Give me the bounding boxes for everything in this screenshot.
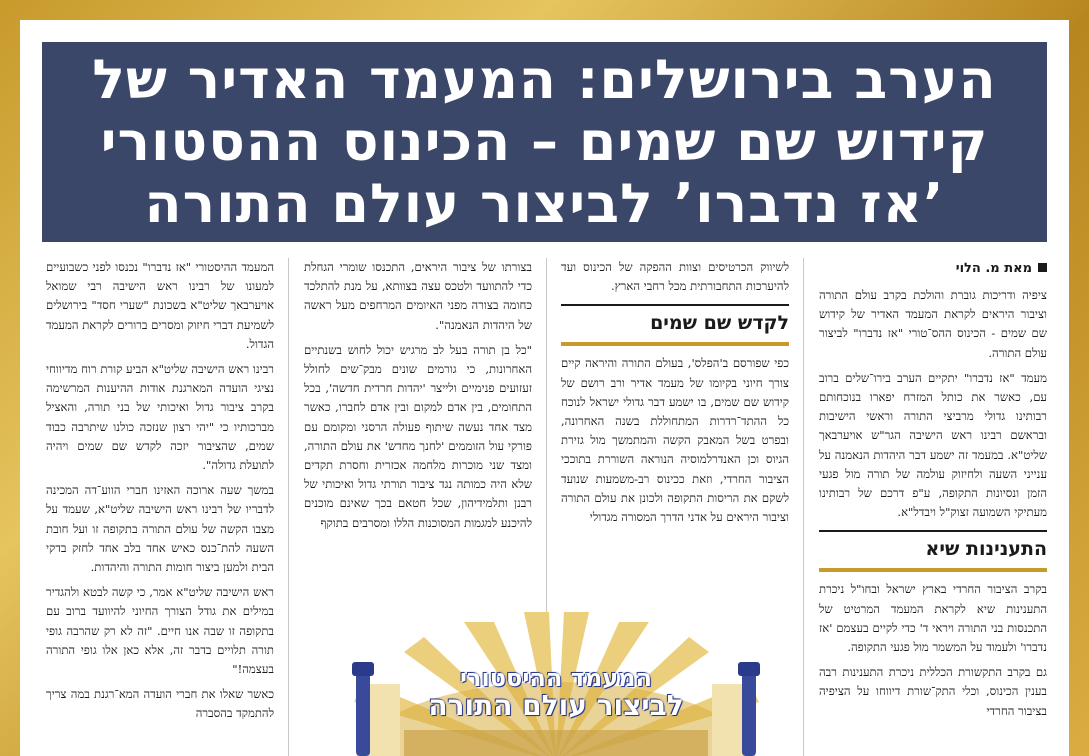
headline-line-2: קידוש שם שמים – הכינוס ההסטורי xyxy=(100,110,989,173)
column-divider xyxy=(803,258,804,756)
column-divider xyxy=(288,258,289,756)
paragraph: ראש הישיבה שליט"א אמר, כי קשה לבטא ולהגדיר במילים את גודל הצורך החיוני להיוועד ברוב עם בתקופה זו שבה אנו חיים. "זה לא רק שהרבה גופי תורה תלויים בדבר זה, אלא כאן אלו גופי התורה בעצמה!" xyxy=(46,585,274,677)
event-emblem xyxy=(334,612,778,756)
square-bullet-icon xyxy=(1038,263,1047,272)
paragraph: מעמד "אז נדברו" יתקיים הערב בירו־שלים ברוב עם, כאשר את כותל המזרח יפארו בנוכחותם רבותינו גדולי מרביצי התורה וראשי הישיבות ובראשם רבינו ראש הישיבה הגר"ש אויערבאך שליט"א. במעמד זה ישמע דבר היהדות הנאמנה על ענייני השעה ולחיזוק עולמה של תורה מול פגעי הזמן ונסיונות התקופה, ע"פ דרכם של רבותינו מעתיקי השמועה זצוק"ל ויבדל"א. xyxy=(819,370,1047,520)
byline-text: מאת מ. הלוי xyxy=(955,261,1032,276)
subheading-sanctify: לקדש שם שמים xyxy=(561,304,789,346)
column-1 xyxy=(819,258,1047,756)
paragraph: כאשר שאלו את חברי הועדה המא־רגנת במה צריך להתמקד בהסברה xyxy=(46,687,274,721)
paragraph: כפי שפורסם ב'הפלס', בעולם התורה והיראה קיים צורך חיוני בקיומו של מעמד אדיר ורב רושם של קידוש שם שמים, בו ישמע דבר גדולי ישראל לנוכח כל ההתד־רדרות המתחוללת בשנה האחרונה, ובפרט בשל המאבק הקשה והמתמשך מול גזירת הגיוס וכן האנדרלמוסיה הנוראה השוררת בתוככי הציבור החרדי, וזאת ככינוס רב-משמעות שנועד לשקם את הריסות התקופה ולכונן את עולם התורה וציבור היראים על אדני הדרך המסורה מגדולי xyxy=(561,356,789,525)
paragraph: ציפיה ודריכות גוברת והולכת בקרב עולם התורה וציבור היראים לקראת המעמד האדיר של קידוש שם שמים - הכינוס ההס־טורי "אז נדברו" לביצור עולם התורה. xyxy=(819,288,1047,360)
emblem-line-1: המעמד ההיסטורי xyxy=(459,664,653,692)
paragraph: בצורתו של ציבור היראים, התכנסו שומרי הגחלת כדי להתוועד ולטכס עצה בצוותא, על מנת להתלכד כחומה בצורה מפני האיומים המרחפים מעל ראשה של היהדות הנאמנה". xyxy=(304,260,532,332)
paragraph: לשיווק הכרטיסים וצוות ההפקה של הכינוס ועד להיערכות התחבורתית מכל רחבי הארץ. xyxy=(561,260,789,294)
paragraph: במשך שעה ארוכה האזינו חברי הווע־דה המכינה לדבריו של רבינו ראש הישיבה שליט"א, שעמד על מצבו הקשה של עולם התורה בתקופה זו ועל חובת השעה להת־כנס כאיש אחד בלב אחד לחזק בדקי הבית ולמען ביצור חומות התורה והיהדות. xyxy=(46,483,274,575)
emblem-title xyxy=(334,664,778,720)
emblem-line-2: לביצור עולם התורה xyxy=(428,689,684,722)
headline-line-1: הערב בירושלים: המעמד האדיר של xyxy=(92,48,997,111)
headline-banner xyxy=(42,42,1047,242)
column-4 xyxy=(46,258,274,756)
paragraph: בקרב הציבור החרדי בארץ ישראל ובחו"ל ניכרת התענינות שיא לקראת המעמד המרטיט של התכנסות בני התורה ויראי ד' כדי לקיים בעצמם 'אז נדברו' ולעמוד על המשמר מול פגעי התקופה. xyxy=(819,582,1047,655)
paragraph: המעמד ההיסטורי "אז נדברו" נכנסו לפני כשבועיים למעונו של רבינו ראש הישיבה רבי שמואל אויערבאך שליט"א בשכונת "שערי חסד" בירושלים לשמיעת דברי חיזוק ומסרים ברורים לקראת המעמד הגדול. xyxy=(46,260,274,351)
byline xyxy=(819,258,1047,280)
subheading-interest: התענינות שיא xyxy=(819,530,1047,572)
paragraph: רבינו ראש הישיבה שליט"א הביע קורת רוח מדיווחי נציגי הועדה המארגנת אודות ההיענות המרשימה בקרב ציבור גדול ואיכותי של בני תורה, והאציל מברכותיו כי "יהי רצון שנזכה כולנו שיתרבה כבוד שמים, שהציבור יזכה לקדש שם שמים ויהיה לתועלת גדולה". xyxy=(46,362,274,473)
headline-line-3: ’אז נדברו’ לביצור עולם התורה xyxy=(144,172,945,235)
paragraph: גם בקרב התקשורת הכללית ניכרת התענינות רבה בענין הכינוס, וכלי התק־שורת דיווחו על הציפיה בציבור החרדי xyxy=(819,665,1047,718)
paragraph: "כל בן תורה בעל לב מרגיש יכול לחוש בשנתיים האחרונות, כי גורמים שונים מבק־שים לחולל זעזועים פנימיים ולייצר 'יהדות חרדית חדשה', בכל התחומים, בין אדם למקום ובין אדם לחברו, כאשר מצד אחד נעשה שיתוף פעולה הרסני ומקומם עם פורקי עול הזוממים 'לחנך מחדש' את עולם התורה, ומצד שני מוכרות מלחמה אכזרית וחסרת תקדים שלא היה כמותה נגד ציבור תורתי גדול ואיכותי של רבנן ותלמידיהון, שכל חטאם בכך שאינם מוכנים להיכנע למגמות המסוכנות הללו ומסרבים בתוקף xyxy=(304,342,532,530)
